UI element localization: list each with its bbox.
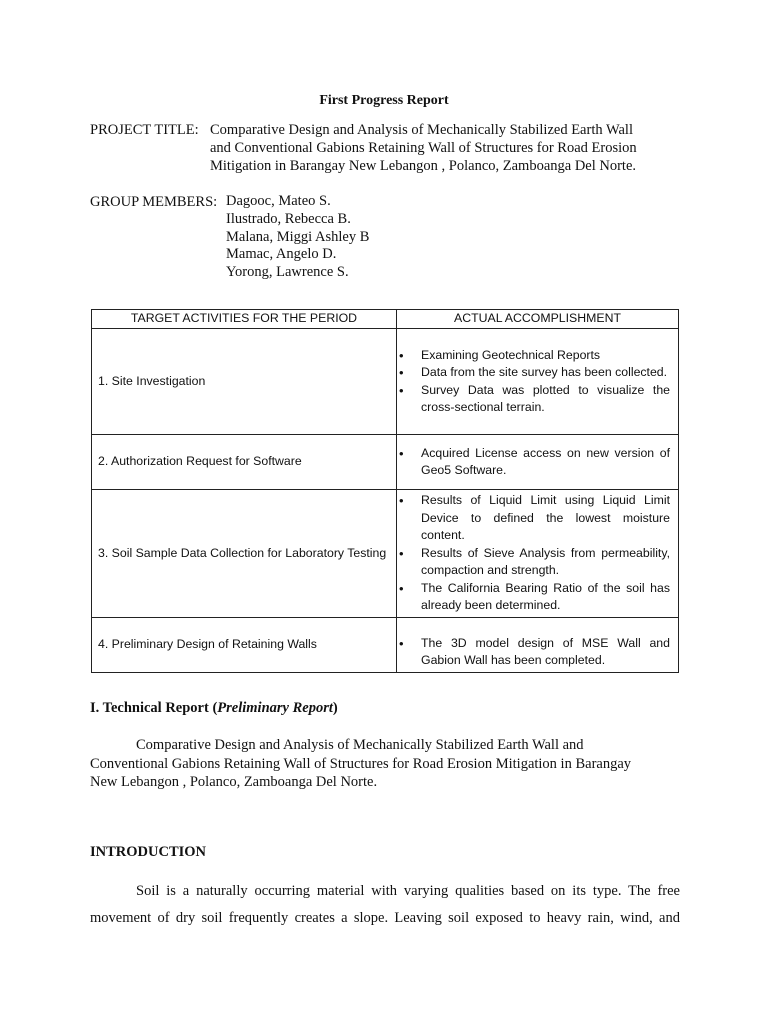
accomplishment-item: • Data from the site survey has been collected.: [421, 364, 670, 382]
paragraph-line: New Lebangon , Polanco, Zamboanga Del Norte.: [90, 774, 378, 790]
group-members-list: [226, 193, 369, 282]
paragraph-line: Comparative Design and Analysis of Mechanically Stabilized Earth Wall and: [136, 737, 584, 753]
technical-heading-italic: Preliminary Report: [217, 700, 333, 716]
activities-table: [91, 309, 679, 673]
accomplishment-item: • Examining Geotechnical Reports: [421, 347, 670, 365]
table-row: [92, 329, 679, 435]
activity-cell: 1. Site Investigation: [92, 329, 397, 435]
introduction-heading: INTRODUCTION: [90, 844, 207, 860]
accomplishment-cell: [397, 617, 679, 672]
project-title-line: Mitigation in Barangay New Lebangon , Polanco, Zamboanga Del Norte.: [210, 158, 637, 174]
table-row: [92, 435, 679, 490]
accomplishment-item: • The 3D model design of MSE Wall and Gabion Wall has been completed.: [421, 635, 670, 670]
accomplishment-list: [421, 347, 670, 417]
technical-report-paragraph: [90, 736, 680, 792]
accomplishment-list: [421, 492, 670, 615]
accomplishment-list: [421, 445, 670, 480]
accomplishment-item: • The California Bearing Ratio of the soil has already been determined.: [421, 580, 670, 615]
accomplishment-item: • Survey Data was plotted to visualize the cross-sectional terrain.: [421, 382, 670, 417]
paragraph-line: Soil is a naturally occurring material with varying qualities based on its type. The free: [136, 883, 680, 899]
project-title-text: [210, 121, 637, 175]
member-name: Ilustrado, Rebecca B.: [226, 210, 351, 227]
accomplishment-cell: [397, 329, 679, 435]
accomplishment-item: • Results of Liquid Limit using Liquid Limit Device to defined the lowest moisture content.: [421, 492, 670, 545]
technical-heading-prefix: I. Technical Report (: [90, 700, 218, 716]
accomplishment-cell: [397, 490, 679, 618]
activity-cell: 4. Preliminary Design of Retaining Walls: [92, 617, 397, 672]
introduction-paragraph: [90, 878, 680, 932]
accomplishment-item: • Acquired License access on new version of Geo5 Software.: [421, 445, 670, 480]
accomplishment-list: [421, 635, 670, 670]
technical-report-heading: [90, 700, 338, 717]
report-title: First Progress Report: [319, 93, 449, 108]
table-row: [92, 490, 679, 618]
table-header-row: [92, 310, 679, 329]
member-name: Yorong, Lawrence S.: [226, 264, 349, 281]
paragraph-line: movement of dry soil frequently creates a slope. Leaving soil exposed to heavy rain, wind, and: [90, 910, 680, 926]
activity-cell: 3. Soil Sample Data Collection for Laboratory Testing: [92, 490, 397, 618]
header-target-activities: TARGET ACTIVITIES FOR THE PERIOD: [92, 310, 397, 329]
project-title-line: and Conventional Gabions Retaining Wall of Structures for Road Erosion: [210, 140, 637, 156]
paragraph-line: Conventional Gabions Retaining Wall of Structures for Road Erosion Mitigation in Barangay: [90, 755, 632, 772]
project-title-line: Comparative Design and Analysis of Mechanically Stabilized Earth Wall: [210, 122, 633, 138]
technical-heading-suffix: ): [332, 700, 338, 716]
project-title-label: PROJECT TITLE:: [90, 122, 199, 138]
member-name: Mamac, Angelo D.: [226, 246, 337, 263]
member-name: Dagooc, Mateo S.: [226, 193, 331, 209]
activity-cell: 2. Authorization Request for Software: [92, 435, 397, 490]
group-members-label: GROUP MEMBERS:: [90, 194, 218, 210]
table-row: [92, 617, 679, 672]
accomplishment-item: • Results of Sieve Analysis from permeability, compaction and strength.: [421, 545, 670, 580]
header-actual-accomplishment: ACTUAL ACCOMPLISHMENT: [397, 310, 679, 329]
member-name: Malana, Miggi Ashley B: [226, 228, 370, 245]
accomplishment-cell: [397, 435, 679, 490]
